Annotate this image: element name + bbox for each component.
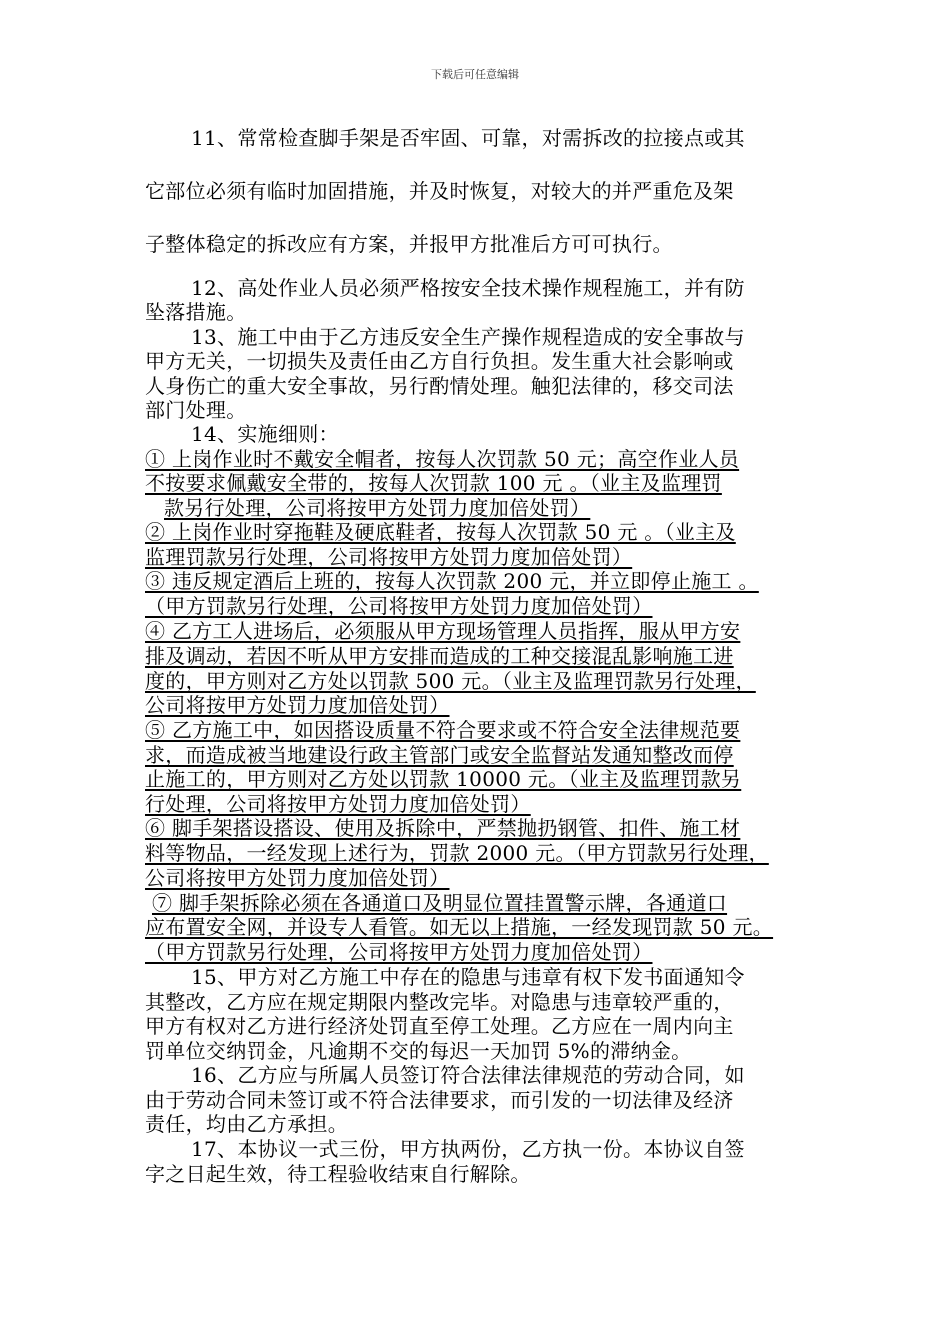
rule-item-line: 监理罚款另行处理，公司将按甲方处罚力度加倍处罚） <box>145 545 633 569</box>
paragraph-line: 12、高处作业人员必须严格按安全技术操作规程施工，并有防 <box>191 276 745 300</box>
paragraph-line: 由于劳动合同未签订或不符合法律要求，而引发的一切法律及经济 <box>145 1088 734 1112</box>
paragraph-line: 甲方无关，一切损失及责任由乙方自行负担。发生重大社会影响或 <box>145 349 734 373</box>
rule-item-line: 应布置安全网，并设专人看管。如无以上措施，一经发现罚款 50 元。 <box>145 915 774 939</box>
paragraph-line: 罚单位交纳罚金，凡逾期不交的每迟一天加罚 5%的滞纳金。 <box>145 1039 692 1063</box>
rule-item-line: 行处理，公司将按甲方处罚力度加倍处罚） <box>145 792 531 816</box>
rule-item-line: ⑦ 脚手架拆除必须在各通道口及明显位置挂置警示牌，各通道口 <box>152 891 728 915</box>
paragraph-line: 13、施工中由于乙方违反安全生产操作规程造成的安全事故与 <box>191 325 745 349</box>
paragraph-line: 人身伤亡的重大安全事故，另行酌情处理。触犯法律的，移交司法 <box>145 374 734 398</box>
rule-item-line: 度的，甲方则对乙方处以罚款 500 元。（业主及监理罚款另行处理， <box>145 669 756 693</box>
rule-item-line: 公司将按甲方处罚力度加倍处罚） <box>145 693 450 717</box>
paragraph-line: 它部位必须有临时加固措施，并及时恢复，对较大的并严重危及架 <box>145 179 734 203</box>
rule-item-line: 料等物品，一经发现上述行为，罚款 2000 元。（甲方罚款另行处理， <box>145 841 769 865</box>
rule-item-line: 款另行处理，公司将按甲方处罚力度加倍处罚） <box>164 496 591 520</box>
rule-item-line: （甲方罚款另行处理，公司将按甲方处罚力度加倍处罚） <box>145 594 653 618</box>
paragraph-line: 坠落措施。 <box>145 300 247 324</box>
rule-item-line: 公司将按甲方处罚力度加倍处罚） <box>145 866 450 890</box>
rule-item-line: ⑥ 脚手架搭设搭设、使用及拆除中，严禁抛扔钢管、扣件、施工材 <box>145 816 741 840</box>
paragraph-line: 甲方有权对乙方进行经济处罚直至停工处理。乙方应在一周内向主 <box>145 1014 734 1038</box>
paragraph-line: 15、甲方对乙方施工中存在的隐患与违章有权下发书面通知令 <box>191 965 745 989</box>
paragraph-line: 其整改，乙方应在规定期限内整改完毕。对隐患与违章较严重的， <box>145 990 734 1014</box>
rule-item-line: 求，而造成被当地建设行政主管部门或安全监督站发通知整改而停 <box>145 743 734 767</box>
paragraph-line: 子整体稳定的拆改应有方案，并报甲方批准后方可可执行。 <box>145 232 673 256</box>
rule-item-line: 排及调动，若因不听从甲方安排而造成的工种交接混乱影响施工进 <box>145 644 734 668</box>
paragraph-line: 字之日起生效，待工程验收结束自行解除。 <box>145 1162 531 1186</box>
rule-item-line: ① 上岗作业时不戴安全帽者，按每人次罚款 50 元；高空作业人员 <box>145 447 740 471</box>
paragraph-line: 部门处理。 <box>145 398 247 422</box>
rule-item-line: ③ 违反规定酒后上班的，按每人次罚款 200 元，并立即停止施工 。 <box>145 569 759 593</box>
paragraph-line: 责任，均由乙方承担。 <box>145 1112 348 1136</box>
rule-item-line: ④ 乙方工人进场后，必须服从甲方现场管理人员指挥，服从甲方安 <box>145 619 741 643</box>
rule-item-line: ⑤ 乙方施工中，如因搭设质量不符合要求或不符合安全法律规范要 <box>145 718 741 742</box>
paragraph-line: 17、本协议一式三份，甲方执两份，乙方执一份。本协议自签 <box>191 1137 745 1161</box>
page-header: 下载后可任意编辑 <box>431 68 519 81</box>
rule-item-line: 不按要求佩戴安全带的，按每人次罚款 100 元 。（业主及监理罚 <box>145 471 722 495</box>
rule-item-line: 止施工的，甲方则对乙方处以罚款 10000 元。（业主及监理罚款另 <box>145 767 742 791</box>
rule-item-line: （甲方罚款另行处理，公司将按甲方处罚力度加倍处罚） <box>145 940 653 964</box>
paragraph-line: 16、乙方应与所属人员签订符合法律法律规范的劳动合同，如 <box>191 1063 745 1087</box>
rule-item-line: ② 上岗作业时穿拖鞋及硬底鞋者，按每人次罚款 50 元 。（业主及 <box>145 520 736 544</box>
paragraph-line: 14、实施细则： <box>191 422 339 446</box>
paragraph-line: 11、常常检查脚手架是否牢固、可靠，对需拆改的拉接点或其 <box>191 126 745 150</box>
